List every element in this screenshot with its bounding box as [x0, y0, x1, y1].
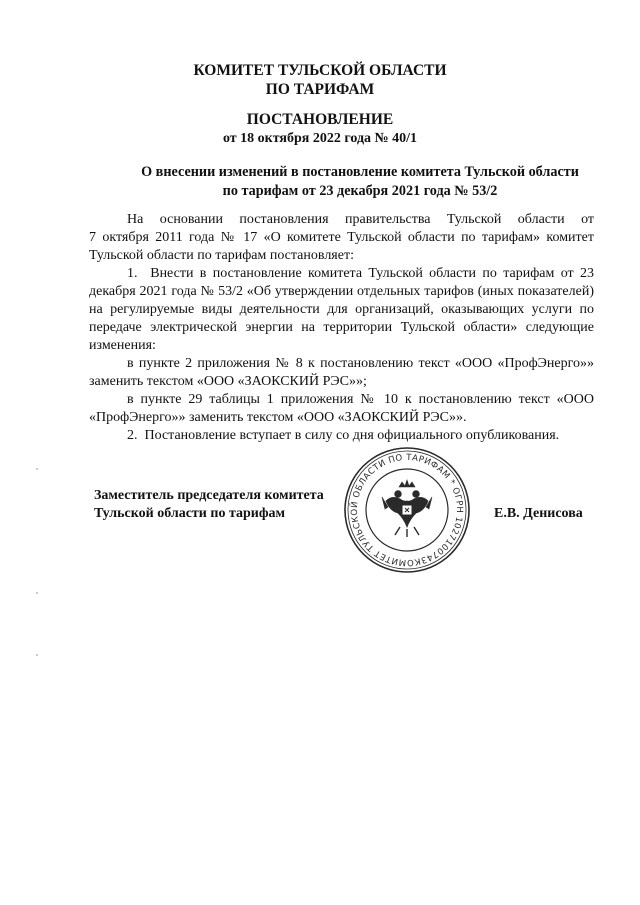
resolution-item-2: 2. Постановление вступает в силу со дня официального опубликования.	[127, 428, 560, 443]
signatory-position	[94, 487, 324, 523]
signatory-name: Е.В. Денисова	[494, 506, 583, 521]
resolution-item-1: 1. Внести в постановление комитета Тульской области по тарифам от 23 декабря 2021 года № 53/2 «Об утверждении отдельных тарифов (иных показателей) на регулируемые виды деятельности для организаций, оказывающих услуги по передаче электрической энергии на территории Тульской области» следующие изменения:	[89, 266, 594, 353]
subject-line-1: О внесении изменений в постановление комитета Тульской области	[141, 164, 579, 180]
authority-line-1: КОМИТЕТ ТУЛЬСКОЙ ОБЛАСТИ	[193, 62, 447, 79]
subject-line-2: по тарифам от 23 декабря 2021 года № 53/2	[222, 183, 498, 199]
signatory-position-line-1: Заместитель председателя комитета	[94, 488, 324, 503]
document-date-number: от 18 октября 2022 года № 40/1	[222, 131, 418, 146]
signatory-position-line-2: Тульской области по тарифам	[94, 506, 286, 521]
scan-speck	[36, 468, 38, 470]
scan-speck	[36, 654, 38, 656]
seal-ring-text: КОМИТЕТ ТУЛЬСКОЙ ОБЛАСТИ ПО ТАРИФАМ * ОГРН 1027100743813	[349, 452, 465, 568]
document-heading	[0, 110, 640, 148]
change-paragraph-2: в пункте 29 таблицы 1 приложения № 10 к постановлению текст «ООО «ПрофЭнерго»» заменить текстом «ООО «ЗАОКСКИЙ РЭС»».	[89, 392, 594, 425]
document-subject	[100, 163, 620, 201]
authority-line-2: ПО ТАРИФАМ	[265, 81, 375, 98]
document-type: ПОСТАНОВЛЕНИЕ	[246, 111, 394, 128]
official-seal-stamp	[342, 445, 472, 575]
preamble-line-2: 7 октября 2011 года № 17 «О комитете Тульской области по тарифам» комитет Тульской области по тарифам постановляет:	[89, 230, 594, 263]
change-paragraph-1: в пункте 2 приложения № 8 к постановлению текст «ООО «ПрофЭнерго»» заменить текстом «ООО «ЗАОКСКИЙ РЭС»»;	[89, 356, 594, 389]
issuing-authority	[0, 61, 640, 99]
document-body	[89, 211, 594, 445]
scan-speck	[36, 592, 38, 594]
coat-of-arms-emblem	[382, 480, 432, 537]
preamble-line-1: На основании постановления правительства Тульской области от	[127, 212, 594, 227]
